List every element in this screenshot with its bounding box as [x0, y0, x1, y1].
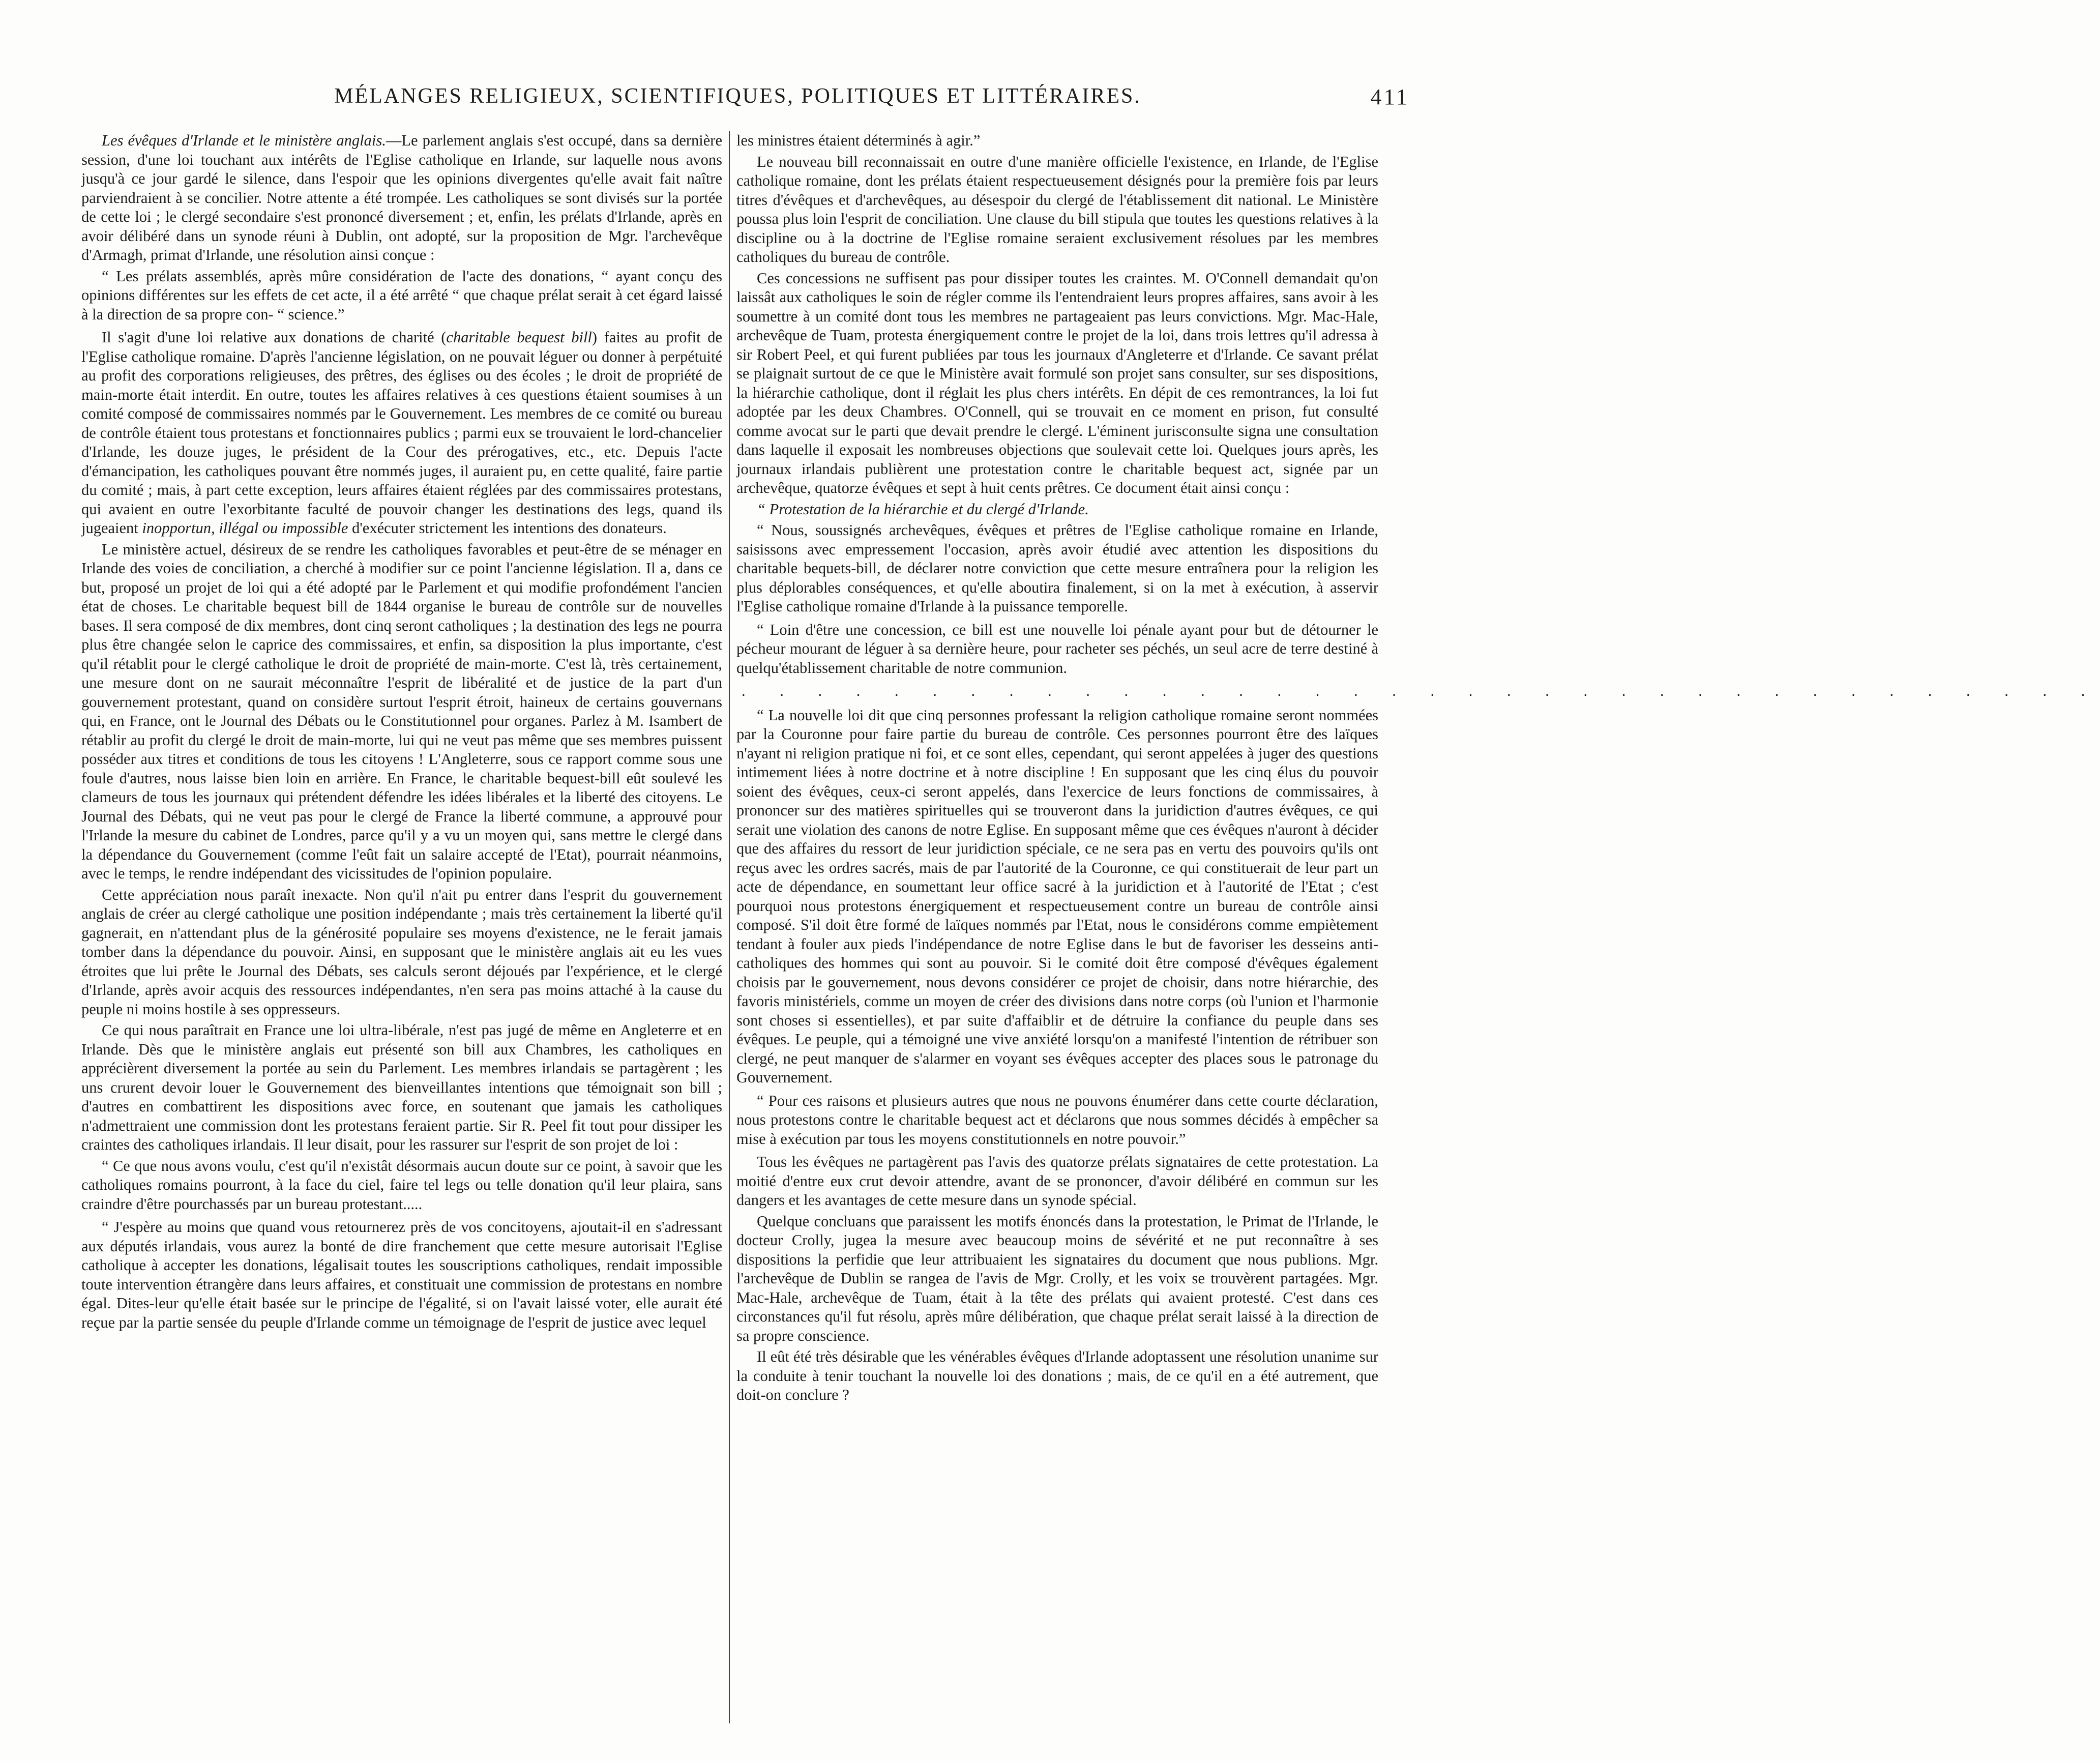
- paragraph-primate: Quelque concluans que paraissent les motifs énoncés dans la protestation, le Primat de l'Irlande, le docteur Crolly, jugea la mesure avec beaucoup moins de sévérité et ne put reconnaître à ses dispositions la perfidie que leur attribuaient les signataires du document que nous publions. Mgr. l'archevêque de Dublin se rangea de l'avis de Mgr. Crolly, et les voix se trouvèrent partagées. Mgr. Mac-Hale, archevêque de Tuam, était à la tête des prélats qui avaient protesté. C'est dans ces circonstances qu'il fut résolu, après mûre délibération, que chaque prélat serait laissé à la direction de sa propre conscience.: [736, 1212, 1378, 1344]
- page-number: 411: [1370, 84, 1409, 109]
- paragraph-ministry: Le ministère actuel, désireux de se rendre les catholiques favorables et peut-être de se ménager en Irlande des voies de conciliation, a cherché à modifier sur ce point l'ancienne législation. Il a, dans ce but, proposé un projet de loi qui a été adopté par le Parlement et qui modifie profondément l'ancien état de choses. Le charitable bequest bill de 1844 organise le bureau de contrôle sur de nouvelles bases. Il sera composé de dix membres, dont cinq seront catholiques ; la destination des legs ne pourra plus être changée selon le caprice des commissaires, et enfin, sa disposition la plus importante, c'est qu'il rétablit pour le clergé catholique le droit de propriété de main-morte. C'est là, très certainement, une mesure dont on ne saurait méconnaître l'esprit de libéralité et de justice de la part d'un gouvernement protestant, quand on considère surtout l'esprit étroit, haineux de certains gouvernans qui, en France, ont le Journal des Débats ou le Constitutionnel pour organes. Parlez à M. Isambert de rétablir au profit du clergé le droit de main-morte, lui qui ne veut pas même que ses membres puissent posséder aux titres et conditions de tous les citoyens ! L'Angleterre, sous ce rapport comme sous une foule d'autres, nous laisse bien loin en arrière. En France, le charitable bequest-bill eût soulevé les clameurs de tous les journaux qui prétendent défendre les idées libérales et la liberté des citoyens. Le Journal des Débats, qui ne veut pas pour le clergé de France la liberté commune, a approuvé pour l'Irlande la mesure du cabinet de Londres, parce qu'il y a vu un moyen qui, sans mettre le clergé dans la dépendance du Gouvernement (comme l'eût fait un salaire accepté de l'Etat), pourrait néanmoins, avec le temps, le rendre indépendant des vicissitudes de l'opinion populaire.: [81, 540, 722, 882]
- article-intro: [81, 131, 722, 265]
- phrase-italic: inopportun, illégal ou impossible: [142, 519, 348, 537]
- quote-peel-2: “ J'espère au moins que quand vous retournerez près de vos concitoyens, ajoutait-il en s'adressant aux députés irlandais, vous aurez la bonté de dire franchement que cette mesure autorisait l'Eglise catholique à accepter les donations, légalisait toutes les souscriptions catholiques, rendait impossible toute intervention étrangère dans leurs affaires, et constituait une commission de protestans en nombre égal. Dites-leur qu'elle était basée sur le principe de l'égalité, si on l'avait laissé voter, elle aurait été reçue par la partie sensée du peuple d'Irlande comme un témoignage de l'esprit de justice avec lequel: [81, 1218, 722, 1331]
- paragraph-new-bill: Le nouveau bill reconnaissait en outre d'une manière officielle l'existence, en Irlande, de l'Eglise catholique romaine, dont les prélats étaient respectueusement désignés pour la première fois par leurs titres d'évêques et d'archevêques, au désespoir du clergé de l'établissement dit national. Le Ministère poussa plus loin l'esprit de conciliation. Une clause du bill stipula que toutes les questions relatives à la discipline ou à la doctrine de l'Eglise romaine seraient exclusivement résolues par les membres catholiques du bureau de contrôle.: [736, 153, 1378, 266]
- article-heading: Les évêques d'Irlande et le ministère anglais.: [102, 132, 386, 149]
- quote-protest-4: “ Pour ces raisons et plusieurs autres que nous ne pouvons énumérer dans cette courte déclaration, nous protestons contre le charitable bequest act et déclarons que nous sommes décidés à empêcher sa mise à exécution par tous les moyens constitutionnels en notre pouvoir.”: [736, 1092, 1378, 1148]
- paragraph-appreciation: Cette appréciation nous paraît inexacte. Non qu'il n'ait pu entrer dans l'esprit du gouvernement anglais de créer au clergé catholique une position indépendante ; mais très certainement la liberté qu'il gagnerait, en n'attendant plus de la générosité populaire ses moyens d'existence, ne le ferait jamais tomber dans la dépendance du pouvoir. Ainsi, en supposant que le ministère anglais ait eu les vues étroites que lui prête le Journal des Débats, ses calculs seront déjoués par l'expérience, et le clergé d'Irlande, après avoir acquis des ressources indépendantes, n'en sera pas moins attaché à la cause du peuple ni moins hostile à ses oppresseurs.: [81, 886, 722, 1018]
- quote-protest-3: “ La nouvelle loi dit que cinq personnes professant la religion catholique romaine seront nommées par la Couronne pour faire partie du bureau de contrôle. Ces personnes pourront être des laïques n'ayant ni religion pratique ni foi, et ce sont elles, cependant, qui seront appelées à juger des questions intimement liées à notre doctrine et à notre discipline ! En supposant que les cinq élus du pouvoir soient des évêques, ceux-ci seront appelés, dans l'exercice de leurs fonctions de commissaires, à prononcer sur des matières spirituelles qui se trouveront dans la juridiction d'autres évêques, ce qui serait une violation des canons de notre Eglise. En supposant même que ces évêques n'auront à décider que des affaires du ressort de leur juridiction spéciale, ce ne sera pas en vertu des pouvoirs qu'ils ont reçus avec les ordres sacrés, mais de par l'autorité de la Couronne, ce qui constituerait de leur part un acte de dépendance, en soumettant leur office sacré à la juridiction et à l'autorité de l'Etat ; c'est pourquoi nous protestons énergiquement et respectueusement contre un bureau de contrôle ainsi composé. S'il doit être formé de laïques nommés par l'Etat, nous le considérons comme empiètement tendant à fouler aux pieds l'indépendance de notre Eglise dans le but de favoriser les desseins anti-catholiques des hommes qui sont au pouvoir. Si le comité doit être composé d'évêques également choisis par le gouvernement, nous devons considérer ce projet de choisir, dans notre hiérarchie, des favoris ministériels, comme un moyen de créer des divisions dans notre corps (où l'union et l'harmonie sont choses si essentielles), et par suite d'affaiblir et de détruire la confiance du peuple dans ses évêques. Le peuple, qui a témoigné une vive anxiété lorsqu'on a manifesté l'intention de rétribuer son clergé, ne peut manquer de s'alarmer en voyant ses évêques accepter des places sous le patronage du Gouvernement.: [736, 706, 1378, 1086]
- paragraph-conclusion: Il eût été très désirable que les vénérables évêques d'Irlande adoptassent une résolution unanime sur la conduite à tenir touchant la nouvelle loi des donations ; mais, de ce qu'il en a été autrement, que doit-on conclure ?: [736, 1348, 1378, 1403]
- quote-protest-2: “ Loin d'être une concession, ce bill est une nouvelle loi pénale ayant pour but de détourner le pécheur mourant de léguer à sa dernière heure, pour racheter ses péchés, un seul acre de terre destiné à quelqu'établissement charitable de notre communion.: [736, 621, 1378, 677]
- right-column: [736, 131, 2100, 1728]
- column-divider: [729, 131, 730, 1723]
- paragraph-continuation: les ministres étaient déterminés à agir.”: [736, 132, 981, 149]
- paragraph-bishops: Tous les évêques ne partagèrent pas l'avis des quatorze prélats signataires de cette protestation. La moitié d'entre eux crut devoir attendre, avant de se prononcer, d'avoir délibéré en commun sur les dangers et les avantages de cette mesure dans un synode spécial.: [736, 1153, 1378, 1209]
- paragraph-law-text-a: Il s'agit d'une loi relative aux donations de charité (: [102, 329, 447, 346]
- paragraph-law-text-b: ) faites au profit de l'Eglise catholique romaine. D'après l'ancienne législation, on ne pouvait léguer ou donner à perpétuité au profit des corporations religieuses, des prêtres, des églises ou des écoles ; le droit de propriété de main-morte était interdit. En outre, toutes les affaires relatives à ces questions étaient soumises à un comité composé de commissaires nommés par le Gouvernement. Les membres de ce comité ou bureau de contrôle étaient tous protestans et fonctionnaires publics ; parmi eux se trouvaient le lord-chancelier d'Irlande, les douze juges, le président de la Cour des prérogatives, etc., etc. Depuis l'acte d'émancipation, les catholiques pouvant être nommés juges, il auraient pu, en cette qualité, faire partie du comité ; mais, à part cette exception, leurs affaires étaient réglées par des commissaires protestans, qui avaient en outre l'exorbitante faculté de pouvoir changer les destinations des legs, quand ils jugeaient: [81, 329, 722, 537]
- ellipsis-row: . . . . . . . . . . . . . . . . . . . . . . . . . . . . . . . . . . . .: [742, 682, 2100, 699]
- paragraph-law: [81, 328, 722, 538]
- protestation-title: [736, 500, 1378, 519]
- article-intro-text: —Le parlement anglais s'est occupé, dans sa dernière session, d'une loi touchant aux intérêts de l'Eglise catholique en Irlande, sur laquelle nous avons jusqu'à ce jour gardé le silence, dans l'espoir que les opinions divergentes qu'elle avait fait naître parviendraient à se concilier. Notre attente a été trompée. Les catholiques se sont divisés sur la portée de cette loi ; le clergé secondaire s'est prononcé diversement ; et, enfin, les prélats d'Irlande, après en avoir délibéré dans un synode réuni à Dublin, ont adopté, sur la proposition de Mgr. l'archevêque d'Armagh, primat d'Irlande, une résolution ainsi conçue :: [81, 132, 722, 263]
- paragraph-parliament: Ce qui nous paraîtrait en France une loi ultra-libérale, n'est pas jugé de même en Angleterre et en Irlande. Dès que le ministère anglais eut présenté son bill aux Chambres, les catholiques en apprécièrent diversement la portée au sein du Parlement. Les membres irlandais se partagèrent ; les uns crurent devoir louer le Gouvernement des bienveillantes intentions que témoignait son bill ; d'autres en combattirent les dispositions avec force, en soutenant que jamais les catholiques n'admettraient une commission dont les protestans feraient partie. Sir R. Peel fit tout pour dissiper les craintes des catholiques irlandais. Il leur disait, pour les rassurer sur l'esprit de son projet de loi :: [81, 1021, 722, 1153]
- page-header: [66, 84, 1409, 125]
- left-column: [81, 131, 722, 1728]
- paragraph-concessions: Ces concessions ne suffisent pas pour dissiper toutes les craintes. M. O'Connell demandait qu'on laissât aux catholiques le soin de régler comme ils l'entendraient leurs propres affaires, sans avoir à les soumettre à un comité dont tous les membres ne partageaient pas leurs convictions. Mgr. Mac-Hale, archevêque de Tuam, protesta énergiquement contre le projet de la loi, dans trois lettres qu'il adressa à sir Robert Peel, et qui furent publiées par tous les journaux d'Angleterre et d'Irlande. Ce savant prélat se plaignait surtout de ce que le Ministère avait formulé son projet sans consulter, sur ses dispositions, la hiérarchie catholique, dont il réglait les plus chers intérêts. En dépit de ces remontrances, la loi fut adoptée par les deux Chambres. O'Connell, qui se trouvait en ce moment en prison, fut consulté comme avocat sur le parti que devait prendre le clergé. L'éminent jurisconsulte signa une consultation dans laquelle il exposait les nombreuses objections que soulevait cette loi. Quelques jours après, les journaux irlandais publièrent une protestation contre le charitable bequest act, signée par un archevêque, quatorze évêques et sept à huit cents prêtres. Ce document était ainsi conçu :: [736, 269, 1378, 496]
- protestation-title-text: “ Protestation de la hiérarchie et du clergé d'Irlande.: [757, 500, 1089, 518]
- bill-name-italic: charitable bequest bill: [446, 329, 592, 346]
- running-title: MÉLANGES RELIGIEUX, SCIENTIFIQUES, POLITIQUES ET LITTÉRAIRES.: [334, 84, 1141, 108]
- paragraph-law-text-c: d'exécuter strictement les intentions des donateurs.: [348, 519, 667, 537]
- quote-peel-1: “ Ce que nous avons voulu, c'est qu'il n'existât désormais aucun doute sur ce point, à savoir que les catholiques romains pourront, à la face du ciel, faire tel legs ou telle donation qu'il leur plaira, sans craindre d'être pourchassés par un bureau protestant.....: [81, 1157, 722, 1213]
- quote-protest-1: “ Nous, soussignés archevêques, évêques et prêtres de l'Eglise catholique romaine en Irlande, saisissons avec empressement l'occasion, après avoir étudié avec attention les dispositions du charitable bequets-bill, de déclarer notre conviction que cette mesure entraînera pour la religion les plus déplorables conséquences, et qu'elle aboutira finalement, si on la met à exécution, à asservir l'Eglise catholique romaine d'Irlande à la puissance temporelle.: [736, 521, 1378, 615]
- quote-resolution: “ Les prélats assemblés, après mûre considération de l'acte des donations, “ ayant conçu des opinions différentes sur les effets de cet acte, il a été arrêté “ que chaque prélat serait à cet égard laissé à la direction de sa propre con- “ science.”: [81, 267, 722, 323]
